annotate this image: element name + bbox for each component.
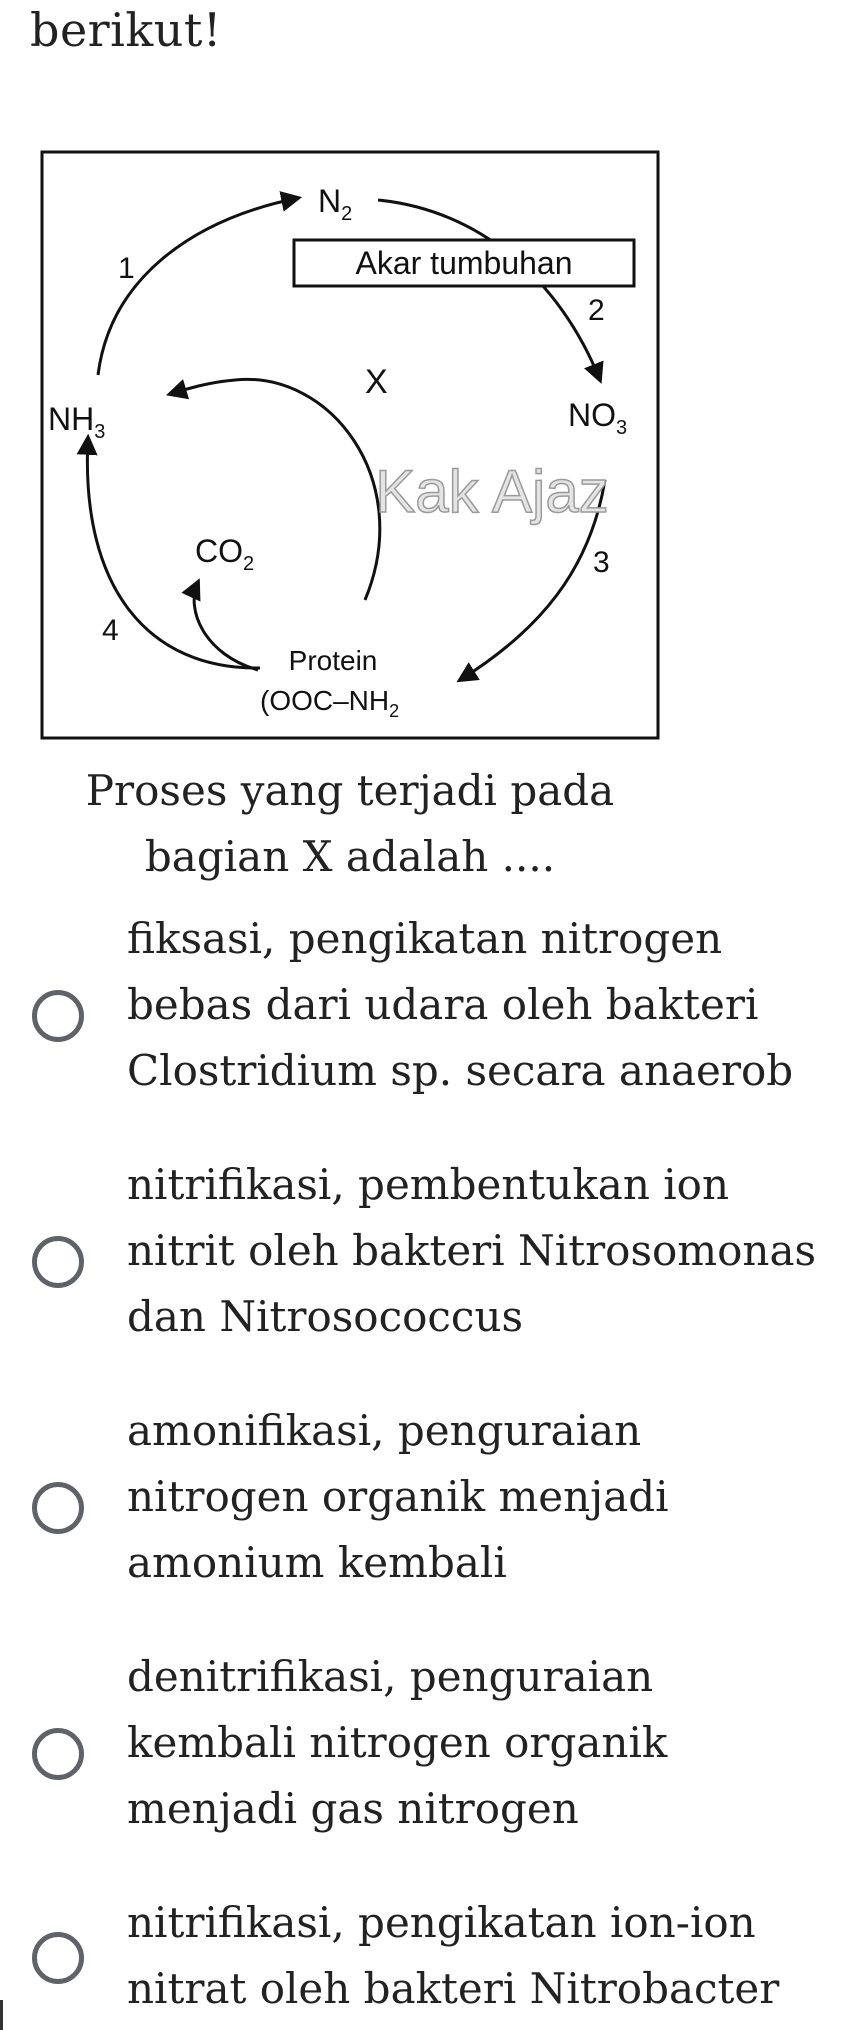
- radio-button[interactable]: [32, 990, 84, 1042]
- n2-label: $N_2$: [318, 183, 353, 225]
- option-text[interactable]: denitrifikasi, penguraian kembali nitrogen organik menjadi gas nitrogen: [127, 1652, 668, 1833]
- scrollbar-edge: [0, 2000, 3, 2030]
- protein-formula: ($OOC-NH_2$: [260, 685, 400, 721]
- arrow-co2: [194, 582, 258, 670]
- protein-label: Protein: [288, 645, 378, 676]
- nitrogen-cycle-diagram: [40, 150, 660, 740]
- x-label: X: [365, 363, 388, 401]
- step-1-label: 1: [118, 252, 135, 285]
- step-4-label: 4: [102, 614, 119, 647]
- radio-button[interactable]: [32, 1932, 84, 1984]
- radio-button[interactable]: [32, 1482, 84, 1534]
- arrow-2: [378, 200, 600, 380]
- option-text[interactable]: nitrifikasi, pembentukan ion nitrit oleh bakteri Nitrosomonas dan Nitrosococcus: [127, 1160, 817, 1341]
- step-3-label: 3: [593, 546, 610, 579]
- nh3-label: $NH_3$: [48, 401, 106, 443]
- option-text[interactable]: nitrifikasi, pengikatan ion-ion nitrat oleh bakteri Nitrobacter: [127, 1898, 780, 2013]
- radio-button[interactable]: [32, 1236, 84, 1288]
- step-2-label: 2: [588, 294, 605, 327]
- no3-label: $NO_3$: [568, 397, 628, 439]
- co2-label: $CO_2$: [195, 533, 255, 575]
- option-text[interactable]: fiksasi, pengikatan nitrogen bebas dari udara oleh bakteri Clostridium sp. secara anaerob: [127, 914, 794, 1095]
- radio-button[interactable]: [32, 1728, 84, 1780]
- question-text: [40, 758, 660, 890]
- arrow-1: [98, 198, 298, 375]
- question-line-2: bagian X adalah ....: [144, 832, 556, 881]
- root-box-label: Akar tumbuhan: [355, 245, 573, 281]
- intro-text: berikut!: [30, 3, 222, 57]
- option-text[interactable]: amonifikasi, penguraian nitrogen organik menjadi amonium kembali: [127, 1406, 669, 1587]
- watermark: Kak Ajaz: [375, 458, 609, 525]
- question-line-1: Proses yang terjadi pada: [85, 766, 615, 815]
